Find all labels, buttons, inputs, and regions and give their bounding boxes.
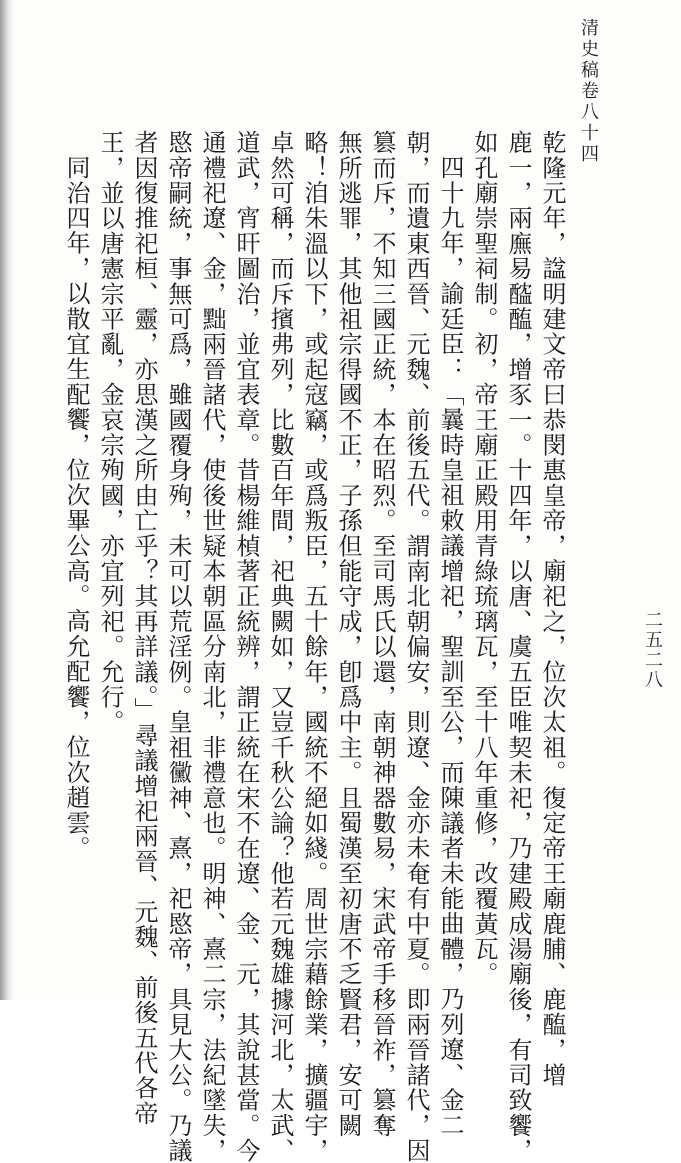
text-column-8: 略！洎朱溫以下，或起寇竊，或爲叛臣，五十餘年，國統不絕如綫。周世宗藉餘業，擴疆宇， [300,130,328,1163]
text-column-15: 同治四年，以散宜生配饗，位次畢公高。高允配饗，位次趙雲。 [62,155,90,861]
text-column-6: 篡而斥，不知三國正統，本在昭烈。至司馬氏以還，南朝神器數易，宋武帝手移晉祚，篡奪 [368,130,396,1138]
text-column-14: 王，並以唐憲宗平亂，金哀宗殉國，亦宜列祀。允行。 [96,130,124,735]
running-title: 清史稿卷八十四 [578,18,599,165]
text-column-7: 無所逃罪，其他祖宗得國不正，子孫但能守成，卽爲中主。且蜀漢至初唐不乏賢君，安可闕 [334,130,362,1138]
binding-gutter-shadow [0,0,14,1000]
text-column-11: 通禮祀遼、金，黜兩晉諸代，使後世疑本朝區分南北，非禮意也。明神、熹二宗，法紀墜失， [198,130,226,1163]
text-column-12: 愍帝嗣統，事無可爲，雖國覆身殉，未可以荒淫例。皇祖黴神、熹，祀愍帝，具見大公。乃議 [164,130,192,1163]
page-number: 二五二八 [642,610,663,690]
text-column-2: 鹿一，兩廡易醓醢，增豕一。十四年，以唐、虞五臣唯契未祀，乃建殿成湯廟後，有司致饗， [504,130,532,1163]
text-column-10: 道武，宵旰圖治，並宜表章。昔楊維楨著正統辨，謂正統在宋不在遼、金、元，其說甚當。今 [232,130,260,1163]
text-column-13: 者因復推祀桓、靈，亦思漢之所由亡乎？其再詳議。」尋議增祀兩晉、元魏、前後五代各帝 [130,130,158,1126]
text-column-9: 卓然可稱，而斥擯弗列，比數百年間，祀典闕如，又豈千秋公論？他若元魏雄據河北，太武、 [266,130,294,1163]
text-column-4: 四十九年，諭廷臣：「曩時皇祖敕議增祀，聖訓至公，而陳議者未能曲體，乃列遼、金二 [436,155,464,1138]
text-column-3: 如孔廟崇聖祠制。初，帝王廟正殿用青綠琉璃瓦，至十八年重修，改覆黃瓦。 [470,130,498,987]
text-column-5: 朝，而遺東西晉、元魏、前後五代。謂南北朝偏安，則遼、金亦未奄有中夏。即兩晉諸代，因 [402,130,430,1163]
text-column-1: 乾隆元年，諡明建文帝曰恭閔惠皇帝，廟祀之，位次太祖。復定帝王廟鹿脯、鹿醢，增 [538,130,566,1088]
